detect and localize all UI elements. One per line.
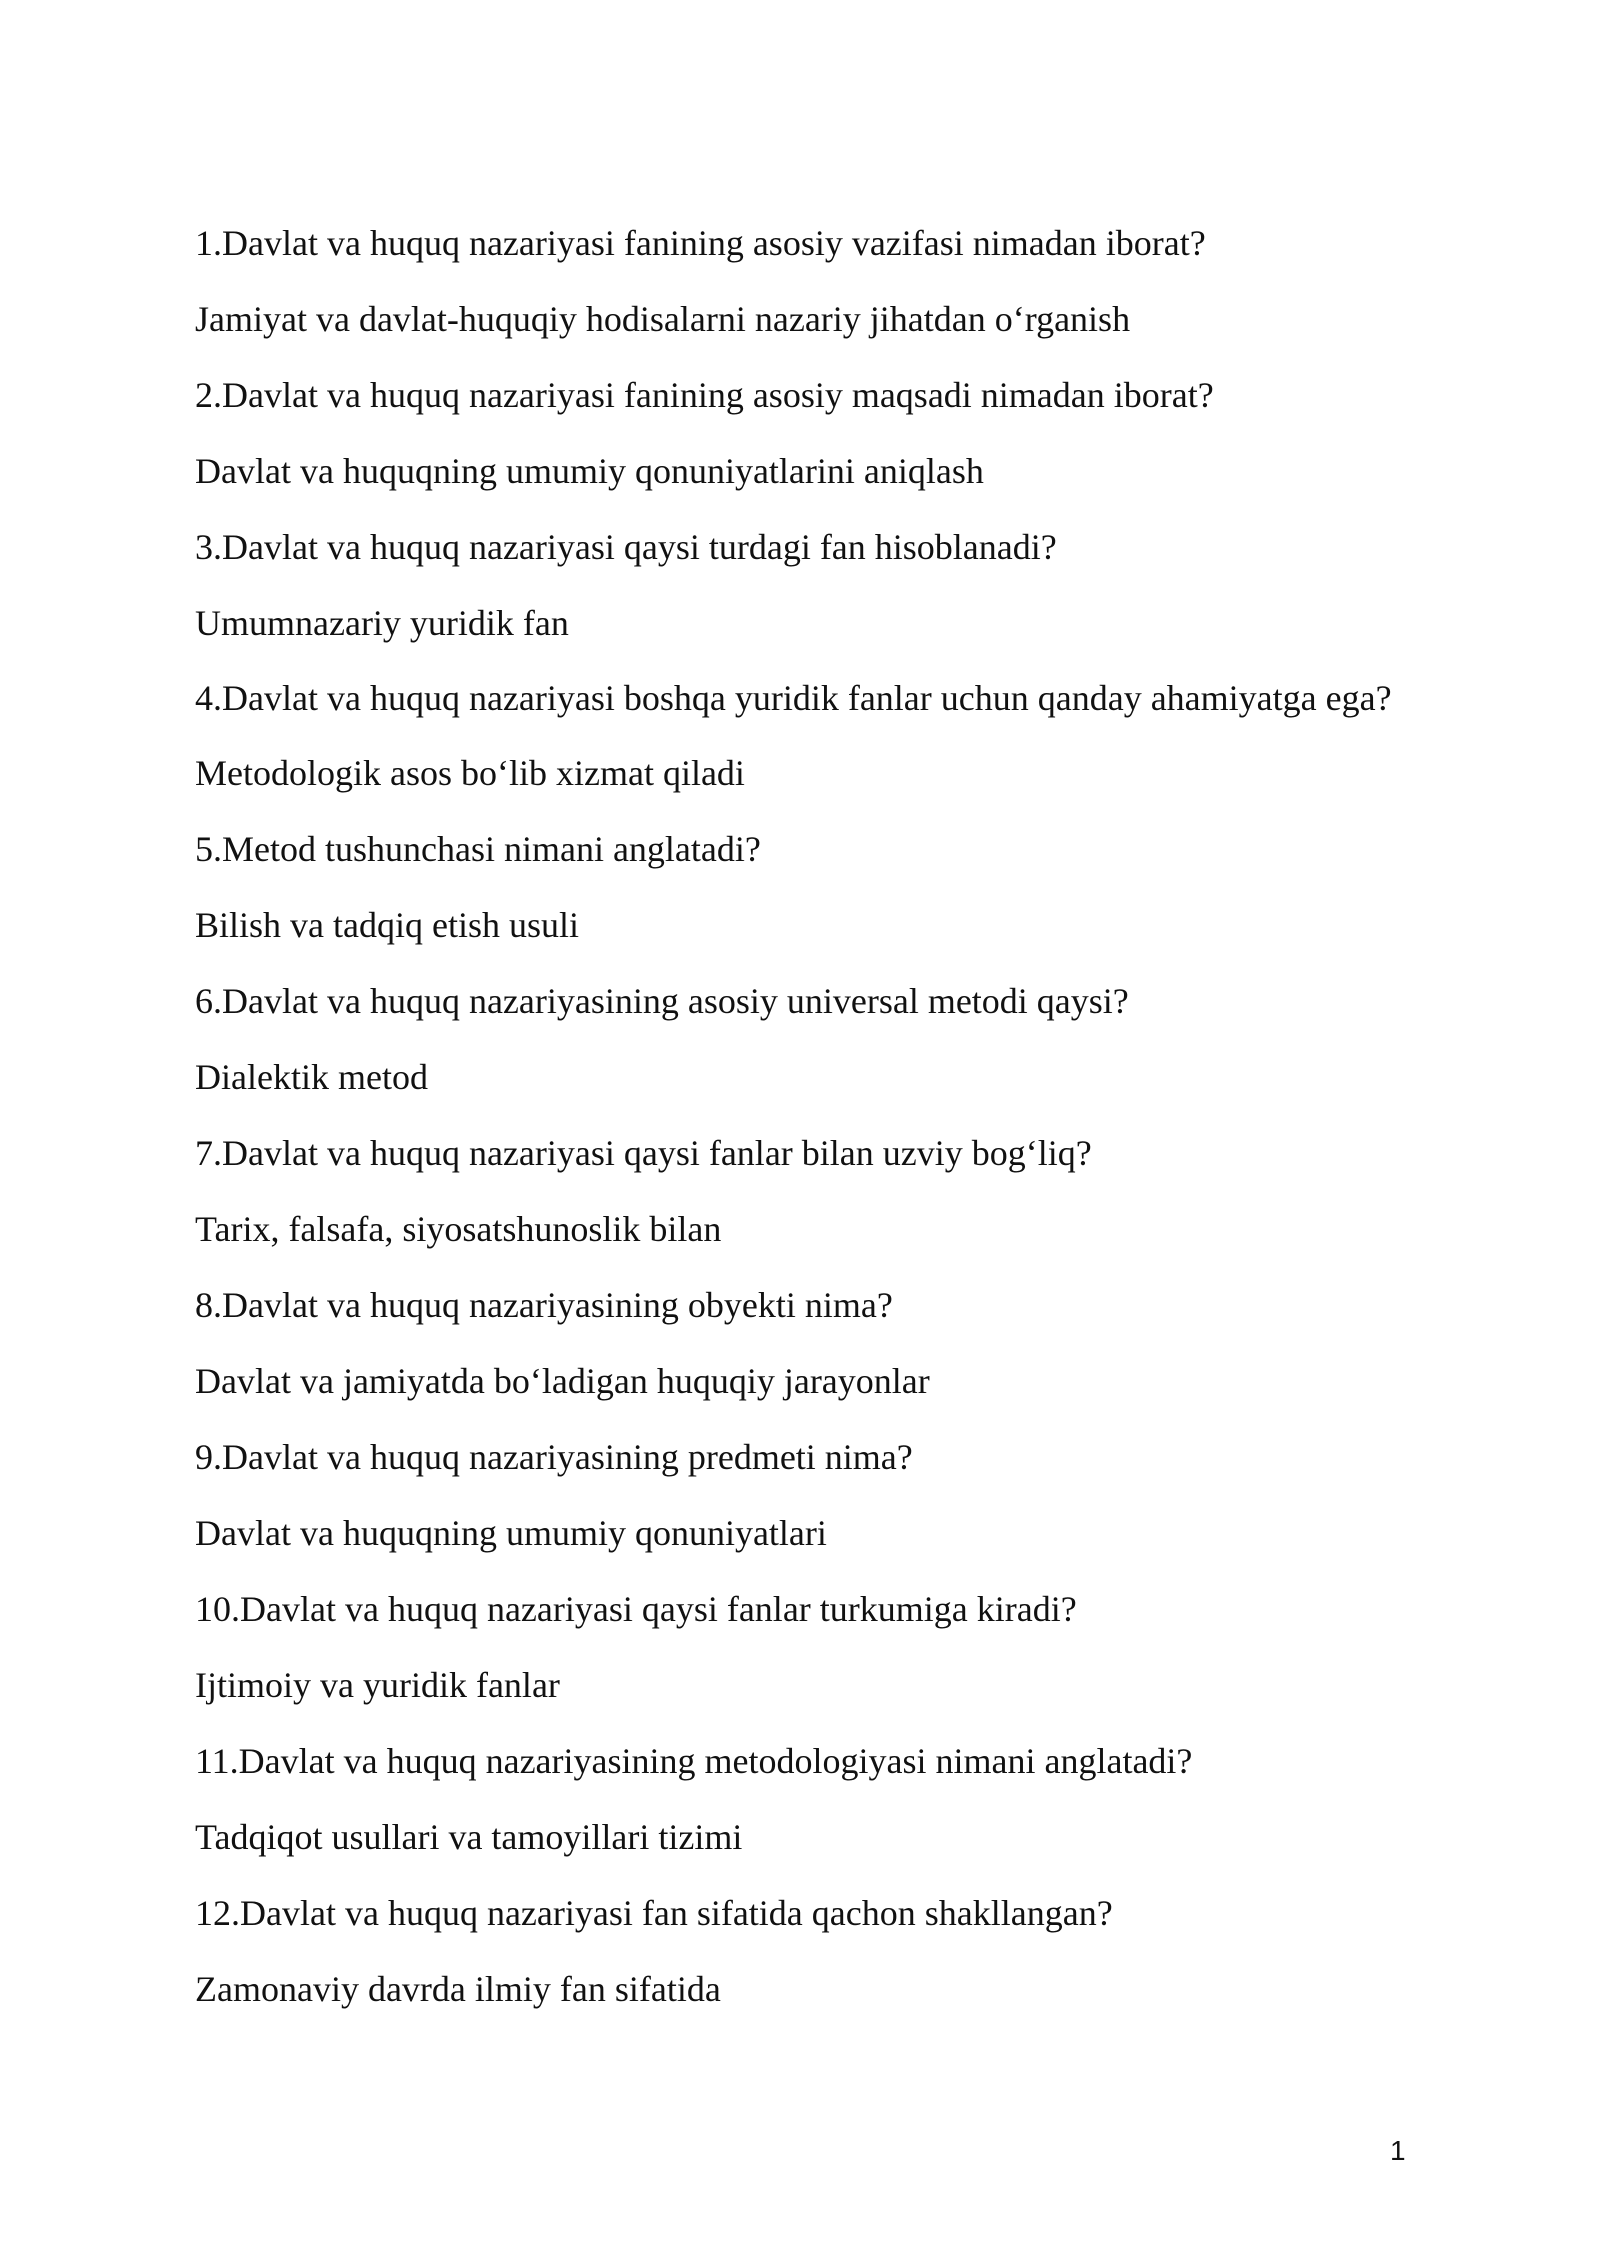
question-text: 7.Davlat va huquq nazariyasi qaysi fanlar bilan uzviy bog‘liq? [195, 1133, 1092, 1173]
qa-item [195, 1740, 1395, 1858]
answer-text: Zamonaviy davrda ilmiy fan sifatida [195, 1969, 721, 2009]
qa-item [195, 1436, 1395, 1554]
question-text: 11.Davlat va huquq nazariyasining metodologiyasi nimani anglatadi? [195, 1741, 1193, 1781]
qa-item [195, 526, 1395, 644]
answer-text: Davlat va huquqning umumiy qonuniyatlarini aniqlash [195, 451, 984, 491]
qa-item [195, 374, 1395, 492]
answer-text: Tarix, falsafa, siyosatshunoslik bilan [195, 1209, 722, 1249]
qa-item [195, 1284, 1395, 1402]
question-text: 10.Davlat va huquq nazariyasi qaysi fanlar turkumiga kiradi? [195, 1589, 1077, 1629]
qa-item [195, 828, 1395, 946]
answer-text: Ijtimoiy va yuridik fanlar [195, 1665, 560, 1705]
qa-list [195, 222, 1395, 2044]
qa-item [195, 980, 1395, 1098]
page-number: 1 [1390, 2135, 1406, 2166]
question-text: 6.Davlat va huquq nazariyasining asosiy universal metodi qaysi? [195, 981, 1129, 1021]
question-text: 5.Metod tushunchasi nimani anglatadi? [195, 829, 761, 869]
answer-text: Dialektik metod [195, 1057, 428, 1097]
qa-item [195, 1588, 1395, 1706]
question-text: 8.Davlat va huquq nazariyasining obyekti nima? [195, 1285, 893, 1325]
question-text: 12.Davlat va huquq nazariyasi fan sifatida qachon shakllangan? [195, 1893, 1113, 1933]
question-text: 2.Davlat va huquq nazariyasi fanining asosiy maqsadi nimadan iborat? [195, 375, 1214, 415]
question-text: 3.Davlat va huquq nazariyasi qaysi turdagi fan hisoblanadi? [195, 527, 1057, 567]
answer-text: Umumnazariy yuridik fan [195, 603, 569, 643]
qa-item [195, 678, 1395, 794]
answer-text: Bilish va tadqiq etish usuli [195, 905, 579, 945]
question-text: 4.Davlat va huquq nazariyasi boshqa yuridik fanlar uchun qanday ahamiyatga ega? [195, 678, 1392, 718]
answer-text: Metodologik asos bo‘lib xizmat qiladi [195, 753, 745, 793]
question-text: 1.Davlat va huquq nazariyasi fanining asosiy vazifasi nimadan iborat? [195, 223, 1206, 263]
answer-text: Tadqiqot usullari va tamoyillari tizimi [195, 1817, 743, 1857]
qa-item [195, 1132, 1395, 1250]
qa-item [195, 222, 1395, 340]
answer-text: Davlat va huquqning umumiy qonuniyatlari [195, 1513, 827, 1553]
qa-item [195, 1892, 1395, 2010]
answer-text: Davlat va jamiyatda bo‘ladigan huquqiy jarayonlar [195, 1361, 930, 1401]
question-text: 9.Davlat va huquq nazariyasining predmeti nima? [195, 1437, 913, 1477]
answer-text: Jamiyat va davlat-huquqiy hodisalarni nazariy jihatdan o‘rganish [195, 299, 1131, 339]
